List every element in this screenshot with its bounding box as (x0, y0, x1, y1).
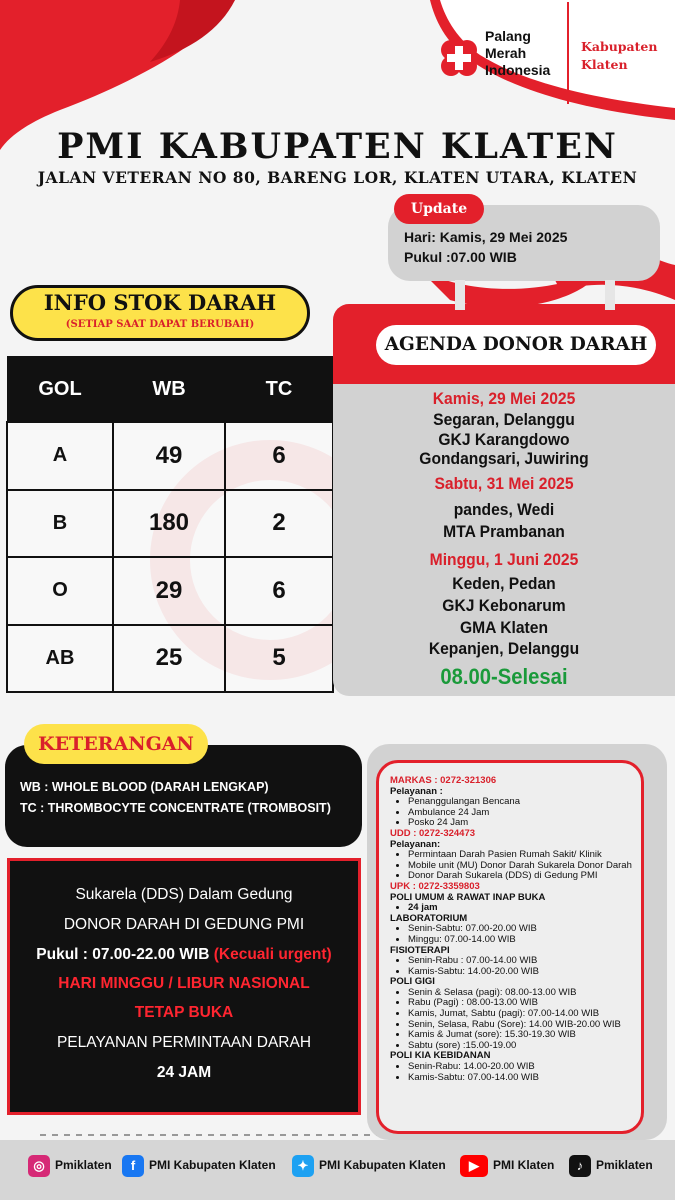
list-item: • Ambulance 24 Jam (408, 808, 642, 819)
agenda-date-2: Sabtu, 31 Mei 2025 (434, 474, 574, 493)
header-gol: GOL (7, 357, 113, 423)
cell-tc: 6 (225, 422, 333, 490)
udd-list (390, 850, 642, 882)
udd-phone: UDD : 0272-324473 (390, 827, 476, 839)
table-row (7, 422, 333, 490)
kia-list (390, 1062, 642, 1083)
agenda-location: GKJ Kebonarum (442, 596, 566, 615)
list-item: • Posko 24 Jam (408, 818, 642, 829)
agenda-location: Keden, Pedan (452, 574, 556, 593)
agenda-location: Gondangsari, Juwiring (419, 449, 589, 468)
youtube-link[interactable] (460, 1152, 554, 1178)
update-time: Pukul :07.00 WIB (404, 249, 517, 265)
facebook-handle: PMI Kabupaten Klaten (149, 1158, 276, 1172)
list-item: • Senin-Rabu : 07.00-14.00 WIB (408, 956, 642, 967)
blood-stock-table (6, 356, 334, 693)
update-badge: Update (394, 194, 484, 224)
logo-line-2: Merah (485, 45, 527, 61)
update-day: Hari: Kamis, 29 Mei 2025 (404, 229, 568, 245)
agenda-time: 08.00-Selesai (440, 664, 568, 689)
cell-wb: 25 (113, 625, 225, 693)
dds-hours: Pukul : 07.00-22.00 WIB (36, 946, 214, 963)
section-label: LABORATORIUM (390, 912, 468, 924)
cell-wb: 49 (113, 422, 225, 490)
header-tc: TC (225, 357, 333, 423)
dds-line-5: TETAP BUKA (134, 1004, 234, 1021)
instagram-handle: Pmiklaten (55, 1158, 112, 1172)
address: JALAN VETERAN NO 80, BARENG LOR, KLATEN UTARA, KLATEN (37, 168, 638, 187)
table-row (7, 557, 333, 625)
markas-phone: MARKAS : 0272-321306 (390, 775, 497, 786)
cell-gol: A (7, 422, 113, 490)
header-wb: WB (113, 357, 225, 423)
cell-tc: 5 (225, 625, 333, 693)
agenda-location: Kepanjen, Delanggu (428, 639, 580, 658)
keterangan-tc: TC : THROMBOCYTE CONCENTRATE (TROMBOSIT) (20, 801, 331, 815)
cell-tc: 6 (225, 557, 333, 625)
list-item: • Kamis & Jumat (sore): 15.30-19.30 WIB (408, 1030, 642, 1041)
agenda-date-3: Minggu, 1 Juni 2025 (429, 550, 579, 569)
cell-gol: B (7, 490, 113, 558)
tiktok-icon: ♪ (569, 1155, 591, 1177)
dds-line-3 (7, 946, 361, 964)
table-row (7, 625, 333, 693)
section-label: POLI UMUM & RAWAT INAP BUKA (390, 891, 546, 903)
list-item: • Senin-Rabu: 14.00-20.00 WIB (408, 1062, 642, 1073)
twitter-icon: ✦ (292, 1155, 314, 1177)
list-item: • Kamis-Sabtu: 14.00-20.00 WIB (408, 967, 642, 978)
tiktok-link[interactable] (569, 1152, 653, 1178)
pmi-logo (415, 0, 675, 118)
agenda-hanger-right (605, 280, 615, 310)
markas-list (390, 797, 642, 829)
gigi-list (390, 988, 642, 1052)
services-content (390, 776, 642, 1083)
youtube-handle: PMI Klaten (493, 1158, 555, 1172)
section-label: FISIOTERAPI (390, 944, 450, 956)
logo-region-1: Kabupaten (581, 39, 658, 54)
logo-divider (567, 2, 569, 104)
facebook-icon: f (122, 1155, 144, 1177)
agenda-location: MTA Prambanan (443, 522, 565, 541)
logo-region-2: Klaten (581, 57, 628, 72)
list-item: • Rabu (Pagi) : 08.00-13.00 WIB (408, 998, 642, 1009)
lab-list (390, 924, 642, 945)
instagram-icon: ◎ (28, 1155, 50, 1177)
cell-tc: 2 (225, 490, 333, 558)
twitter-link[interactable] (292, 1152, 446, 1178)
upk-phone: UPK : 0272-3359803 (390, 880, 480, 892)
cell-gol: AB (7, 625, 113, 693)
youtube-icon: ▶ (460, 1155, 488, 1177)
section-label: Pelayanan : (390, 785, 443, 797)
fisio-list (390, 956, 642, 977)
keterangan-wb: WB : WHOLE BLOOD (DARAH LENGKAP) (20, 780, 269, 794)
dds-line-4: HARI MINGGU / LIBUR NASIONAL (58, 975, 310, 992)
section-label: Pelayanan: (390, 838, 441, 850)
agenda-location: Segaran, Delanggu (433, 410, 575, 429)
section-label: POLI KIA KEBIDANAN (390, 1050, 491, 1062)
cell-gol: O (7, 557, 113, 625)
facebook-link[interactable] (122, 1152, 276, 1178)
logo-line-1: Palang (485, 28, 531, 44)
dds-line-7: 24 JAM (156, 1064, 212, 1081)
list-item: • 24 jam (408, 903, 642, 914)
agenda-date-1: Kamis, 29 Mei 2025 (432, 389, 576, 408)
agenda-location: pandes, Wedi (453, 500, 555, 519)
red-cross-icon (439, 38, 479, 78)
stok-title: INFO STOK DARAH (43, 290, 277, 315)
agenda-hanger-left (455, 280, 465, 310)
instagram-link[interactable] (28, 1152, 112, 1178)
cell-wb: 29 (113, 557, 225, 625)
agenda-location: GMA Klaten (459, 618, 549, 637)
table-header-row (7, 357, 333, 423)
dds-line-1: Sukarela (DDS) Dalam Gedung (75, 886, 293, 903)
list-item: • Mobile unit (MU) Donor Darah Sukarela Donor Darah (408, 861, 642, 872)
list-item: • Senin & Selasa (pagi): 08.00-13.00 WIB (408, 988, 642, 999)
tiktok-handle: Pmiklaten (596, 1158, 653, 1172)
keterangan-title: KETERANGAN (24, 724, 208, 764)
list-item: • Kamis-Sabtu: 07.00-14.00 WIB (408, 1073, 642, 1084)
page-title: PMI KABUPATEN KLATEN (57, 126, 618, 167)
logo-line-3: Indonesia (485, 62, 551, 78)
dds-line-6: PELAYANAN PERMINTAAN DARAH (56, 1034, 312, 1051)
list-item: • Sabtu (sore) :15.00-19.00 (408, 1041, 642, 1052)
table-row (7, 490, 333, 558)
list-item: • Penanggulangan Bencana (408, 797, 642, 808)
stok-subtitle: (SETIAP SAAT DAPAT BERUBAH) (65, 319, 255, 330)
dds-line-2: DONOR DARAH DI GEDUNG PMI (63, 916, 305, 933)
agenda-location: GKJ Karangdowo (438, 430, 570, 449)
twitter-handle: PMI Kabupaten Klaten (319, 1158, 446, 1172)
list-item: • Donor Darah Sukarela (DDS) di Gedung PMI (408, 871, 642, 882)
list-item: • Senin, Selasa, Rabu (Sore): 14.00 WIB-20.00 WIB (408, 1020, 642, 1031)
list-item: • Permintaan Darah Pasien Rumah Sakit/ Klinik (408, 850, 642, 861)
agenda-title: AGENDA DONOR DARAH (376, 325, 656, 365)
section-label: POLI GIGI (390, 976, 435, 988)
cell-wb: 180 (113, 490, 225, 558)
list-item: • Kamis, Jumat, Sabtu (pagi): 07.00-14.00 WIB (408, 1009, 642, 1020)
dds-hours-note: (Kecuali urgent) (213, 946, 332, 963)
list-item: • Minggu: 07.00-14.00 WIB (408, 935, 642, 946)
list-item: • Senin-Sabtu: 07.00-20.00 WIB (408, 924, 642, 935)
